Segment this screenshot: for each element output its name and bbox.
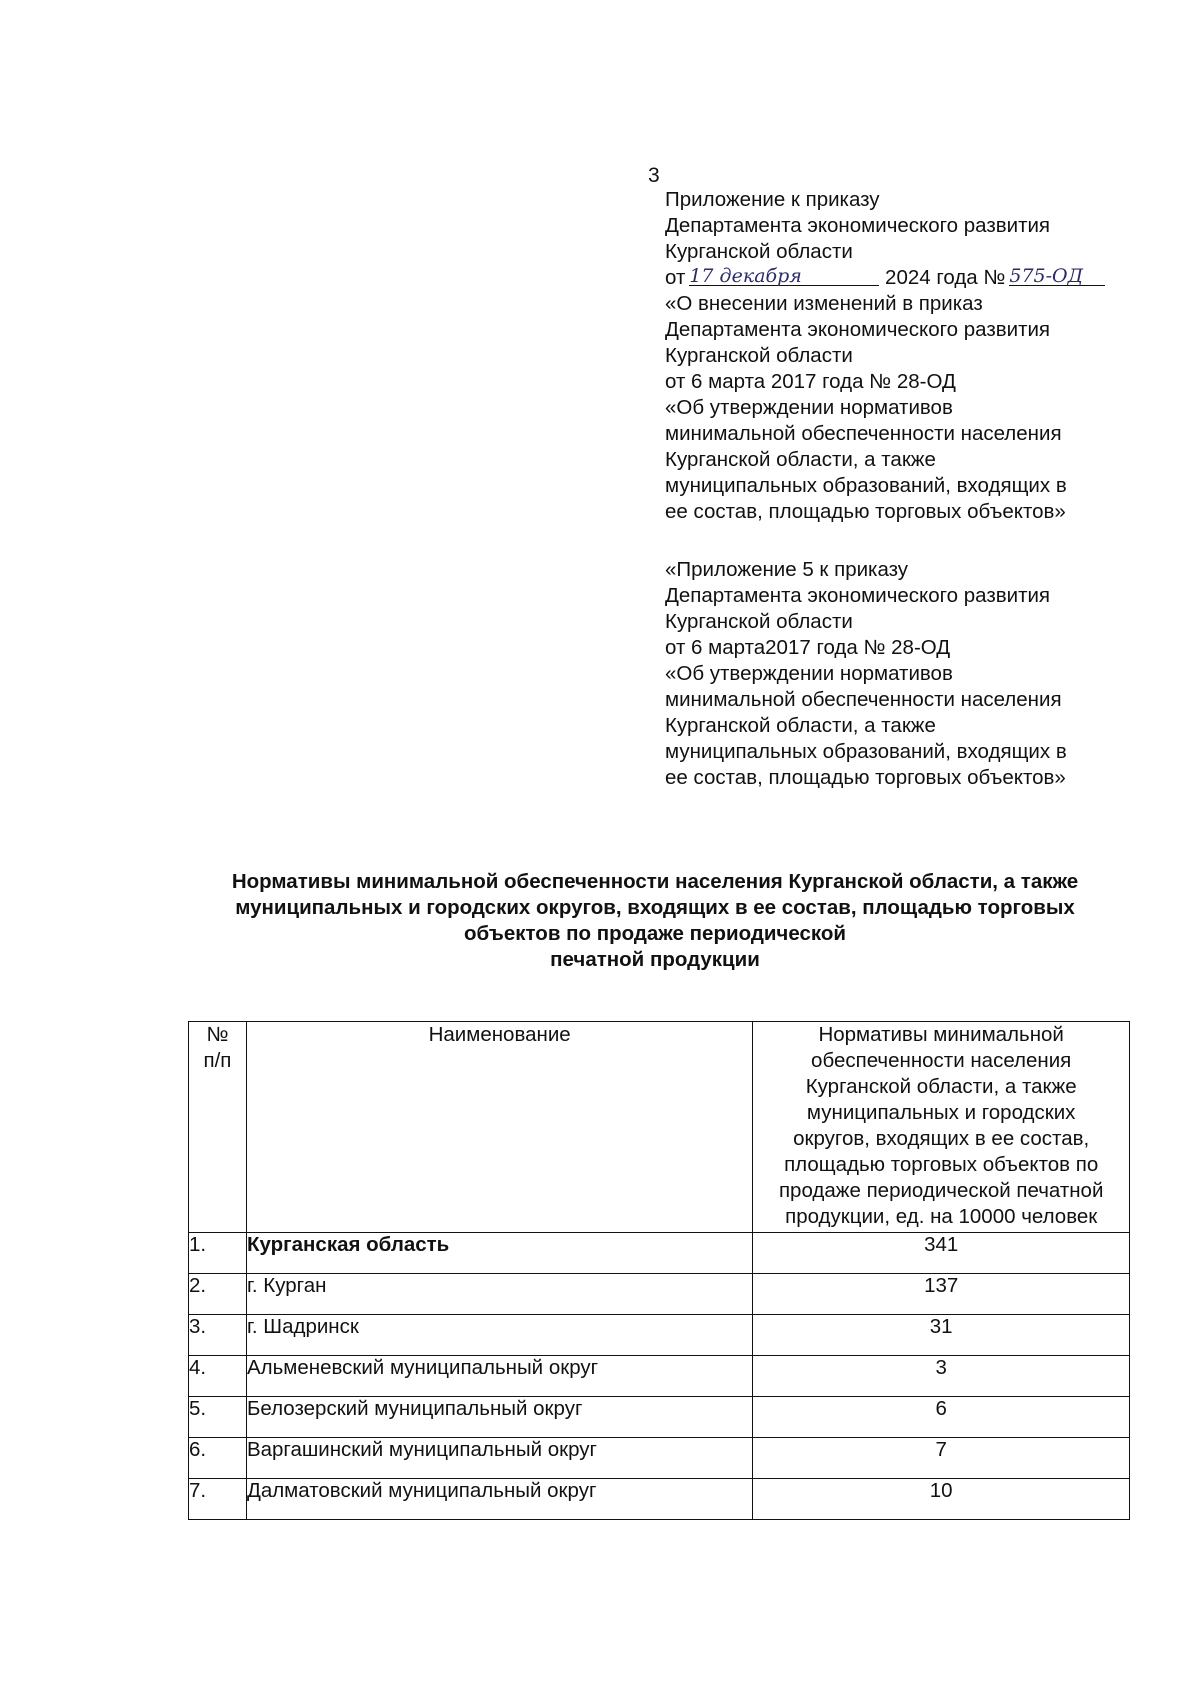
row-number: 3. <box>189 1315 247 1356</box>
header-norm-line: продаже периодической печатной <box>778 1179 1104 1202</box>
appendix-line: ее состав, площадью торговых объектов» <box>665 766 1066 789</box>
appendix-header-original <box>665 557 1135 791</box>
header-name: Наименование <box>246 1022 752 1233</box>
appendix-date-line <box>665 265 1135 291</box>
page-number: 3 <box>648 164 660 187</box>
table-row <box>189 1233 1130 1274</box>
header-number-line: № <box>206 1023 229 1046</box>
row-number: 1. <box>189 1233 247 1274</box>
row-number: 4. <box>189 1356 247 1397</box>
header-norm-line: площадью торговых объектов по <box>784 1153 1099 1176</box>
handwritten-date: 17 декабря <box>689 265 802 287</box>
row-name: Варгашинский муниципальный округ <box>246 1438 752 1479</box>
header-norm <box>753 1022 1130 1233</box>
header-norm-line: обеспеченности населения <box>811 1049 1072 1072</box>
date-blank <box>689 265 879 286</box>
appendix-line: от 6 марта2017 года № 28-ОД <box>665 636 951 659</box>
table-row <box>189 1479 1130 1520</box>
header-norm-line: муниципальных и городских <box>806 1101 1076 1124</box>
title-line: печатной продукции <box>550 948 760 971</box>
appendix-line: Курганской области, а также <box>665 448 936 471</box>
row-number: 7. <box>189 1479 247 1520</box>
header-norm-line: округов, входящих в ее состав, <box>793 1127 1090 1150</box>
appendix-line: Курганской области <box>665 240 853 263</box>
title-line: Нормативы минимальной обеспеченности населения Курганской области, а также <box>231 870 1079 893</box>
row-number: 5. <box>189 1397 247 1438</box>
table-header-row <box>189 1022 1130 1233</box>
appendix-line: от 6 марта 2017 года № 28-ОД <box>665 370 956 393</box>
row-number: 2. <box>189 1274 247 1315</box>
row-name: г. Курган <box>246 1274 752 1315</box>
row-name: г. Шадринск <box>246 1315 752 1356</box>
row-value: 31 <box>753 1315 1130 1356</box>
header-norm-line: Курганской области, а также <box>805 1075 1077 1098</box>
appendix-line: минимальной обеспеченности населения <box>665 422 1062 445</box>
number-blank <box>1009 265 1105 286</box>
row-value: 7 <box>753 1438 1130 1479</box>
header-norm-line: Нормативы минимальной <box>818 1023 1064 1046</box>
appendix-line: муниципальных образований, входящих в <box>665 474 1067 497</box>
row-name: Курганская область <box>246 1233 752 1274</box>
appendix-line: «О внесении изменений в приказ <box>665 292 983 315</box>
row-name: Белозерский муниципальный округ <box>246 1397 752 1438</box>
year-text: 2024 года № <box>885 266 1006 289</box>
appendix-line: муниципальных образований, входящих в <box>665 740 1067 763</box>
appendix-line: «Об утверждении нормативов <box>665 396 953 419</box>
header-norm-line: продукции, ед. на 10000 человек <box>785 1205 1098 1228</box>
appendix-line: Курганской области <box>665 344 853 367</box>
table-row <box>189 1438 1130 1479</box>
row-value: 6 <box>753 1397 1130 1438</box>
row-number: 6. <box>189 1438 247 1479</box>
norms-table <box>188 1021 1130 1520</box>
row-name: Альменевский муниципальный округ <box>246 1356 752 1397</box>
appendix-header-amendment <box>665 187 1135 525</box>
appendix-line: ее состав, площадью торговых объектов» <box>665 500 1066 523</box>
table-row <box>189 1397 1130 1438</box>
table-row <box>189 1315 1130 1356</box>
header-number-line: п/п <box>203 1049 232 1072</box>
appendix-line: Департамента экономического развития <box>665 318 1051 341</box>
row-value: 3 <box>753 1356 1130 1397</box>
handwritten-number: 575-ОД <box>1009 265 1084 287</box>
appendix-line: «Приложение 5 к приказу <box>665 558 909 581</box>
row-name: Далматовский муниципальный округ <box>246 1479 752 1520</box>
row-value: 341 <box>753 1233 1130 1274</box>
appendix-line: Приложение к приказу <box>665 188 880 211</box>
title-line: объектов по продаже периодической <box>464 922 846 945</box>
row-value: 137 <box>753 1274 1130 1315</box>
title-line: муниципальных и городских округов, входящих в ее состав, площадью торговых <box>235 896 1075 919</box>
row-value: 10 <box>753 1479 1130 1520</box>
appendix-line: «Об утверждении нормативов <box>665 662 953 685</box>
header-number <box>189 1022 247 1233</box>
appendix-line: минимальной обеспеченности населения <box>665 688 1062 711</box>
table-row <box>189 1274 1130 1315</box>
appendix-line: Департамента экономического развития <box>665 584 1051 607</box>
appendix-line: Департамента экономического развития <box>665 214 1051 237</box>
appendix-line: Курганской области <box>665 610 853 633</box>
document-title <box>170 869 1140 973</box>
table-row <box>189 1356 1130 1397</box>
date-prefix: от <box>665 266 686 289</box>
appendix-line: Курганской области, а также <box>665 714 936 737</box>
